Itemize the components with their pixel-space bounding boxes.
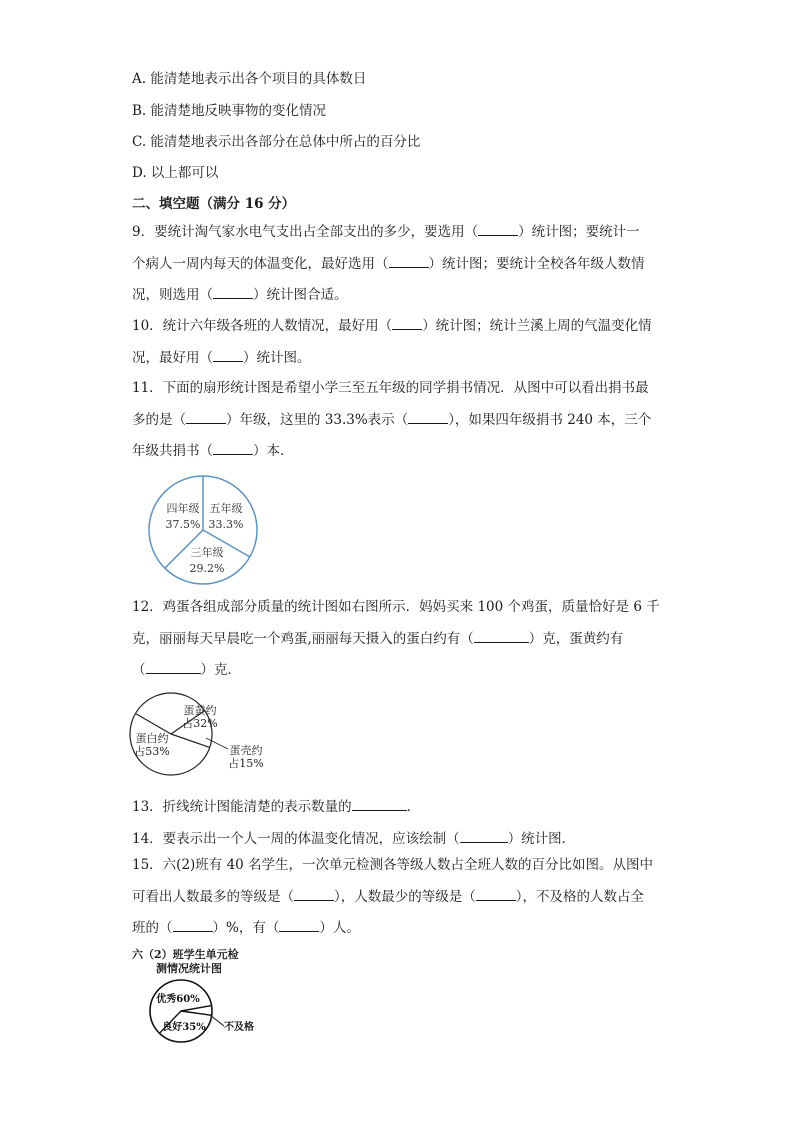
chart-title: 六（2）班学生单元检	[132, 948, 239, 961]
pie-slice-不及格	[181, 1011, 212, 1015]
answer-blank[interactable]	[476, 887, 516, 901]
pie-label-value: 29.2%	[189, 562, 225, 575]
question-13: 13．折线统计图能清楚的表示数量的 ．	[132, 799, 421, 815]
answer-blank[interactable]	[213, 285, 253, 299]
pie-label-name: 蛋壳约	[229, 744, 263, 757]
pie-chart-test-results	[142, 978, 262, 1048]
answer-blank[interactable]	[279, 918, 319, 932]
answer-blank[interactable]	[408, 410, 448, 424]
answer-blank[interactable]	[389, 254, 429, 268]
pie-label-value: 占15%	[228, 757, 264, 770]
answer-blank[interactable]	[460, 829, 508, 843]
chart-subtitle: 测情况统计图	[156, 962, 222, 975]
option-c: C. 能清楚地表示出各部分在总体中所占的百分比	[132, 134, 421, 150]
answer-blank[interactable]	[392, 316, 422, 330]
answer-blank[interactable]	[186, 410, 226, 424]
answer-blank[interactable]	[213, 441, 253, 455]
answer-blank[interactable]	[173, 918, 213, 932]
pie-label-category: 五年级	[209, 502, 243, 515]
question-12: 12．鸡蛋各组成部分质量的统计图如右图所示．妈妈买来 100 个鸡蛋，质量恰好是 6 千 克，丽丽每天早晨吃一个鸡蛋,丽丽每天摄入的蛋白约有（ ）克，蛋黄约有 （ ）克．	[132, 599, 660, 678]
pie-slice-蛋白	[171, 734, 210, 747]
pie-chart-egg-composition	[128, 688, 278, 780]
question-15: 15．六(2)班有 40 名学生，一次单元检测各等级人数占全班人数的百分比如图。从图中 可看出人数最多的等级是（ ），人数最少的等级是（ ），不及格的人数占全 班的（ ）%，有（ ）人。	[132, 857, 654, 936]
question-14: 14．要表示出一个人一周的体温变化情况，应该绘制（ ）统计图．	[132, 831, 576, 847]
section-title: 二、填空题（满分 16 分）	[132, 196, 296, 212]
option-b: B. 能清楚地反映事物的变化情况	[132, 103, 327, 119]
answer-blank[interactable]	[478, 222, 518, 236]
pie-chart-book-donation	[145, 474, 265, 588]
option-d: D. 以上都可以	[132, 165, 219, 181]
question-10: 10．统计六年级各班的人数情况，最好用（ ）统计图；统计兰溪上周的气温变化情 况，最好用（ ）统计图。	[132, 318, 652, 366]
pie-label-category: 三年级	[190, 546, 224, 559]
pointer-line	[210, 1015, 224, 1026]
answer-blank[interactable]	[474, 629, 529, 643]
pie-label-name: 蛋黄约	[183, 704, 217, 717]
question-9: 9．要统计淘气家水电气支出占全部支出的多少，要选用（ ）统计图；要统计一 个病人一周内每天的体温变化，最好选用（ ）统计图；要统计全校各年级人数情 况，则选用（ ）统计图合适。	[132, 224, 645, 303]
pie-label-category: 四年级	[166, 502, 200, 515]
pie-slice-优秀	[181, 1006, 212, 1011]
answer-blank[interactable]	[294, 887, 334, 901]
pie-label-value: 33.3%	[208, 518, 244, 531]
pie-label-value: 37.5%	[165, 518, 201, 531]
pie-label-fail: 不及格	[224, 1022, 254, 1033]
answer-blank[interactable]	[146, 660, 201, 674]
pie-label-excellent: 优秀60%	[156, 994, 200, 1005]
answer-blank[interactable]	[352, 797, 407, 811]
pie-slice-蛋黄	[135, 714, 171, 735]
pie-label-good: 良好35%	[162, 1022, 206, 1033]
question-11: 11．下面的扇形统计图是希望小学三至五年级的同学捐书情况．从图中可以看出捐书最 多的是（ ）年级，这里的 33.3%表示（ ），如果四年级捐书 240 本，三个 年级共捐书（ ）本．	[132, 380, 652, 459]
answer-blank[interactable]	[213, 348, 243, 362]
pie-label-value: 占32%	[182, 717, 218, 730]
option-a: A. 能清楚地表示出各个项目的具体数日	[132, 71, 367, 87]
pie-label-name: 蛋白约	[135, 732, 169, 745]
pie-label-value: 占53%	[134, 745, 170, 758]
